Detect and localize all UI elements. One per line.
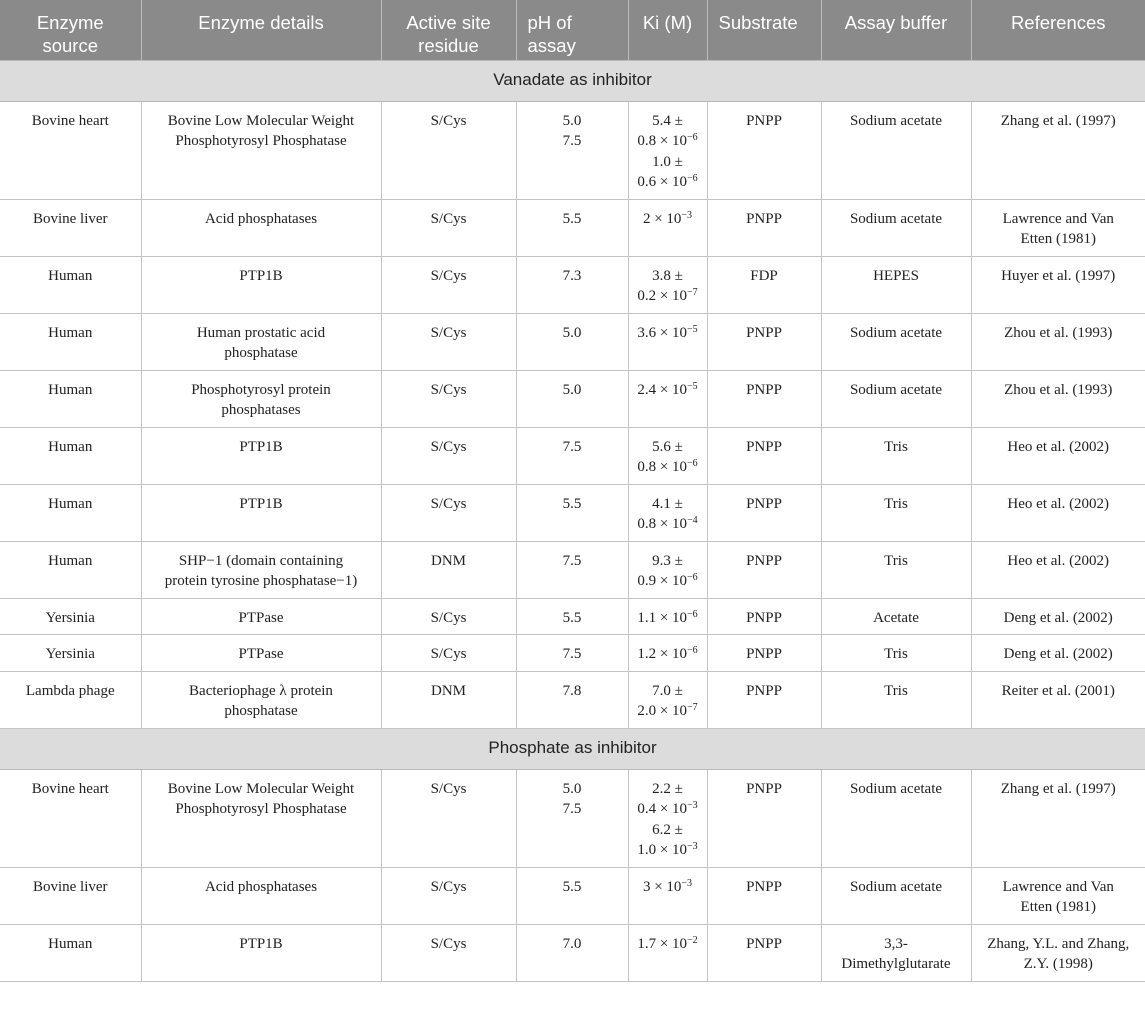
ki-line: [633, 840, 703, 861]
cell-substrate: PNPP: [707, 671, 821, 728]
ki-exponent: −4: [687, 515, 698, 526]
cell-assay-buffer: Sodium acetate: [821, 867, 971, 924]
ki-line: [633, 131, 703, 152]
cell-enzyme-details: Acid phosphatases: [141, 199, 381, 256]
ki-exponent: −3: [687, 800, 698, 811]
cell-ki: [628, 541, 707, 598]
section-title: Vanadate as inhibitor: [0, 60, 1145, 101]
cell-ph: 5.5: [516, 598, 628, 635]
cell-ph: 5.0: [516, 313, 628, 370]
ki-line: [633, 514, 703, 535]
ki-mantissa: 0.8 × 10: [637, 133, 688, 149]
ki-mantissa: 2 × 10: [642, 210, 682, 227]
cell-ph: 7.8: [516, 671, 628, 728]
header-enzyme-source: Enzyme source: [0, 0, 141, 60]
cell-active-site-residue: S/Cys: [381, 484, 516, 541]
cell-ki: [628, 484, 707, 541]
cell-enzyme-details: PTP1B: [141, 427, 381, 484]
cell-enzyme-details: Phosphotyrosyl protein phosphatases: [141, 370, 381, 427]
cell-active-site-residue: S/Cys: [381, 370, 516, 427]
cell-active-site-residue: S/Cys: [381, 924, 516, 981]
cell-ki: [628, 671, 707, 728]
cell-ph: 5.0 7.5: [516, 769, 628, 867]
table-row: [0, 101, 1145, 199]
ki-mantissa: 9.3 ±: [652, 552, 683, 569]
table-row: [0, 769, 1145, 867]
ki-mantissa: 0.8 × 10: [637, 459, 688, 475]
ki-exponent: −3: [681, 209, 693, 221]
cell-substrate: PNPP: [707, 769, 821, 867]
ki-line: [633, 323, 703, 344]
cell-ki: [628, 427, 707, 484]
ki-mantissa: 2.2 ±: [652, 780, 683, 797]
cell-reference: Heo et al. (2002): [971, 541, 1145, 598]
cell-active-site-residue: S/Cys: [381, 867, 516, 924]
ki-exponent: −7: [687, 287, 698, 298]
cell-substrate: PNPP: [707, 199, 821, 256]
header-references: References: [971, 0, 1145, 60]
cell-active-site-residue: DNM: [381, 541, 516, 598]
header-ph-of-assay: pH of assay: [516, 0, 628, 60]
cell-reference: Zhang et al. (1997): [971, 769, 1145, 867]
cell-enzyme-source: Bovine heart: [0, 101, 141, 199]
cell-ph: 5.5: [516, 199, 628, 256]
ki-mantissa: 1.1 × 10: [637, 609, 688, 626]
cell-substrate: PNPP: [707, 427, 821, 484]
ki-mantissa: 0.4 × 10: [637, 801, 688, 817]
header-active-site-residue: Active site residue: [381, 0, 516, 60]
ki-line: [633, 209, 703, 230]
cell-enzyme-details: Acid phosphatases: [141, 867, 381, 924]
cell-active-site-residue: S/Cys: [381, 313, 516, 370]
cell-ki: [628, 101, 707, 199]
cell-enzyme-details: Human prostatic acid phosphatase: [141, 313, 381, 370]
cell-ph: 5.5: [516, 484, 628, 541]
table-row: [0, 484, 1145, 541]
cell-active-site-residue: S/Cys: [381, 256, 516, 313]
cell-substrate: PNPP: [707, 867, 821, 924]
ki-line: [633, 877, 703, 898]
cell-reference: Heo et al. (2002): [971, 484, 1145, 541]
table-row: [0, 199, 1145, 256]
section-title: Phosphate as inhibitor: [0, 728, 1145, 769]
cell-enzyme-source: Human: [0, 256, 141, 313]
ki-mantissa: 5.4 ±: [652, 112, 683, 129]
table-body: [0, 60, 1145, 981]
ki-mantissa: 4.1 ±: [652, 495, 683, 512]
cell-enzyme-source: Human: [0, 370, 141, 427]
ki-mantissa: 7.0 ±: [652, 682, 683, 699]
header-substrate: Substrate: [707, 0, 821, 60]
cell-ki: [628, 256, 707, 313]
cell-enzyme-source: Bovine liver: [0, 199, 141, 256]
ki-line: [633, 286, 703, 307]
cell-enzyme-source: Human: [0, 541, 141, 598]
cell-enzyme-source: Bovine heart: [0, 769, 141, 867]
section-header-row: [0, 60, 1145, 101]
cell-enzyme-source: Yersinia: [0, 635, 141, 672]
cell-active-site-residue: S/Cys: [381, 598, 516, 635]
ki-mantissa: 0.6 × 10: [637, 174, 688, 190]
cell-substrate: FDP: [707, 256, 821, 313]
cell-assay-buffer: Sodium acetate: [821, 101, 971, 199]
cell-reference: Huyer et al. (1997): [971, 256, 1145, 313]
cell-substrate: PNPP: [707, 635, 821, 672]
cell-ph: 7.5: [516, 635, 628, 672]
cell-assay-buffer: Tris: [821, 671, 971, 728]
ki-mantissa: 2.0 × 10: [637, 703, 688, 719]
cell-enzyme-source: Lambda phage: [0, 671, 141, 728]
cell-assay-buffer: Tris: [821, 541, 971, 598]
ki-line: [633, 172, 703, 193]
cell-ph: 5.5: [516, 867, 628, 924]
cell-active-site-residue: DNM: [381, 671, 516, 728]
table-row: [0, 598, 1145, 635]
ki-line: [633, 779, 703, 800]
ki-line: [633, 799, 703, 820]
cell-enzyme-details: PTPase: [141, 635, 381, 672]
cell-enzyme-details: PTPase: [141, 598, 381, 635]
cell-assay-buffer: Tris: [821, 635, 971, 672]
table-row: [0, 635, 1145, 672]
ki-mantissa: 1.7 × 10: [637, 935, 688, 952]
ki-mantissa: 1.0 × 10: [637, 842, 688, 858]
ki-line: [633, 571, 703, 592]
ki-mantissa: 1.0 ±: [652, 153, 683, 170]
ki-mantissa: 1.2 × 10: [637, 646, 688, 662]
section-header-row: [0, 728, 1145, 769]
ki-line: [633, 934, 703, 955]
cell-reference: Lawrence and Van Etten (1981): [971, 199, 1145, 256]
cell-enzyme-details: PTP1B: [141, 256, 381, 313]
cell-substrate: PNPP: [707, 598, 821, 635]
ki-mantissa: 3.6 × 10: [637, 324, 688, 341]
cell-active-site-residue: S/Cys: [381, 769, 516, 867]
table-header: [0, 0, 1145, 60]
cell-enzyme-details: PTP1B: [141, 924, 381, 981]
ki-exponent: −6: [687, 173, 698, 184]
cell-reference: Zhang et al. (1997): [971, 101, 1145, 199]
cell-enzyme-source: Yersinia: [0, 598, 141, 635]
cell-ph: 7.5: [516, 541, 628, 598]
cell-reference: Zhou et al. (1993): [971, 313, 1145, 370]
ki-exponent: −6: [687, 645, 698, 656]
cell-ph: 5.0 7.5: [516, 101, 628, 199]
cell-assay-buffer: Sodium acetate: [821, 199, 971, 256]
cell-ph: 7.3: [516, 256, 628, 313]
cell-ph: 5.0: [516, 370, 628, 427]
cell-reference: Zhang, Y.L. and Zhang, Z.Y. (1998): [971, 924, 1145, 981]
ki-exponent: −3: [681, 877, 693, 889]
ki-mantissa: 5.6 ±: [652, 438, 683, 455]
ki-line: [633, 644, 703, 665]
ki-mantissa: 3.8 ±: [652, 267, 683, 284]
cell-enzyme-source: Human: [0, 427, 141, 484]
cell-ki: [628, 924, 707, 981]
cell-enzyme-source: Human: [0, 313, 141, 370]
cell-ki: [628, 199, 707, 256]
cell-ph: 7.5: [516, 427, 628, 484]
header-assay-buffer: Assay buffer: [821, 0, 971, 60]
cell-reference: Zhou et al. (1993): [971, 370, 1145, 427]
cell-assay-buffer: HEPES: [821, 256, 971, 313]
ki-line: [633, 608, 703, 629]
cell-assay-buffer: Tris: [821, 484, 971, 541]
cell-ki: [628, 313, 707, 370]
ki-line: [633, 494, 703, 515]
ki-exponent: −6: [687, 458, 698, 469]
cell-substrate: PNPP: [707, 313, 821, 370]
cell-assay-buffer: Sodium acetate: [821, 769, 971, 867]
table-row: [0, 541, 1145, 598]
ki-line: [633, 437, 703, 458]
table-row: [0, 924, 1145, 981]
cell-reference: Lawrence and Van Etten (1981): [971, 867, 1145, 924]
ki-line: [633, 457, 703, 478]
cell-active-site-residue: S/Cys: [381, 199, 516, 256]
cell-substrate: PNPP: [707, 924, 821, 981]
cell-substrate: PNPP: [707, 484, 821, 541]
cell-enzyme-source: Human: [0, 924, 141, 981]
ki-line: [633, 380, 703, 401]
ki-mantissa: 0.2 × 10: [637, 288, 688, 304]
cell-reference: Deng et al. (2002): [971, 635, 1145, 672]
cell-active-site-residue: S/Cys: [381, 635, 516, 672]
cell-ki: [628, 598, 707, 635]
cell-enzyme-details: SHP−1 (domain containing protein tyrosine phosphatase−1): [141, 541, 381, 598]
ki-line: [633, 111, 703, 132]
cell-reference: Reiter et al. (2001): [971, 671, 1145, 728]
cell-enzyme-details: PTP1B: [141, 484, 381, 541]
ki-mantissa: 6.2 ±: [652, 821, 683, 838]
cell-enzyme-source: Human: [0, 484, 141, 541]
ki-line: [633, 820, 703, 841]
cell-ki: [628, 867, 707, 924]
ki-line: [633, 551, 703, 572]
ki-line: [633, 701, 703, 722]
cell-assay-buffer: Sodium acetate: [821, 313, 971, 370]
cell-enzyme-details: Bacteriophage λ protein phosphatase: [141, 671, 381, 728]
cell-enzyme-details: Bovine Low Molecular Weight Phosphotyrosyl Phosphatase: [141, 769, 381, 867]
table-row: [0, 671, 1145, 728]
cell-assay-buffer: Sodium acetate: [821, 370, 971, 427]
ki-exponent: −3: [687, 841, 698, 852]
cell-ki: [628, 370, 707, 427]
ki-exponent: −7: [687, 702, 698, 713]
cell-reference: Deng et al. (2002): [971, 598, 1145, 635]
cell-ph: 7.0: [516, 924, 628, 981]
ki-line: [633, 266, 703, 287]
ki-line: [633, 681, 703, 702]
ki-mantissa: 3 × 10: [642, 878, 682, 895]
cell-enzyme-source: Bovine liver: [0, 867, 141, 924]
cell-ki: [628, 635, 707, 672]
cell-substrate: PNPP: [707, 101, 821, 199]
cell-assay-buffer: Acetate: [821, 598, 971, 635]
ki-exponent: −2: [687, 934, 698, 946]
cell-active-site-residue: S/Cys: [381, 427, 516, 484]
cell-substrate: PNPP: [707, 370, 821, 427]
ki-exponent: −5: [687, 323, 698, 335]
cell-ki: [628, 769, 707, 867]
ki-exponent: −6: [687, 132, 698, 143]
table-row: [0, 313, 1145, 370]
ki-exponent: −6: [687, 572, 698, 583]
ki-mantissa: 0.9 × 10: [637, 573, 688, 589]
ki-mantissa: 2.4 × 10: [637, 381, 688, 398]
cell-assay-buffer: Tris: [821, 427, 971, 484]
ki-mantissa: 0.8 × 10: [637, 516, 688, 532]
cell-substrate: PNPP: [707, 541, 821, 598]
table-row: [0, 867, 1145, 924]
ki-line: [633, 152, 703, 173]
cell-enzyme-details: Bovine Low Molecular Weight Phosphotyrosyl Phosphatase: [141, 101, 381, 199]
header-ki: Ki (M): [628, 0, 707, 60]
cell-reference: Heo et al. (2002): [971, 427, 1145, 484]
cell-active-site-residue: S/Cys: [381, 101, 516, 199]
ki-exponent: −5: [687, 380, 698, 392]
table-row: [0, 256, 1145, 313]
table-row: [0, 370, 1145, 427]
table-row: [0, 427, 1145, 484]
ki-exponent: −6: [687, 608, 698, 620]
header-enzyme-details: Enzyme details: [141, 0, 381, 60]
cell-assay-buffer: 3,3- Dimethylglutarate: [821, 924, 971, 981]
